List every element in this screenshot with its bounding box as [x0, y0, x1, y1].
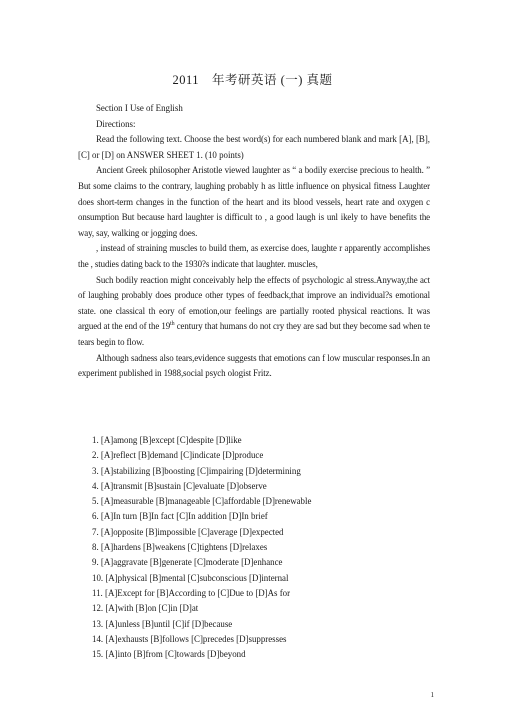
option-row-13: 13. [A]unless [B]until [C]if [D]because: [92, 618, 233, 629]
option-row-3: 3. [A]stabilizing [B]boosting [C]impairing [D]determining: [92, 465, 301, 476]
directions-text: Read the following text. Choose the best word(s) for each numbered blank and mark [A], [B], [C] or [D] on ANSWER SHEET 1. (10 points): [78, 134, 430, 160]
passage: [78, 101, 430, 382]
paragraph-1: Ancient Greek philosopher Aristotle viewed laughter as “ a bodily exercise precious to health. ” But some claims to the contrary, laughing probably h as little influence on physical fitness Laughter does short-term changes in the function of the heart and its blood vessels, heart rate and oxygen c onsumption But because hard laughter is difficult to , a good laugh is unl ikely to have benefits the way, say, walking or jogging does.: [78, 165, 430, 238]
page-title: 2011 年考研英语 (一) 真题: [172, 73, 333, 87]
superscript-th: th: [170, 321, 175, 328]
option-row-11: 11. [A]Except for [B]According to [C]Due to [D]As for: [92, 587, 291, 598]
option-row-7: 7. [A]opposite [B]impossible [C]average [D]expected: [92, 526, 284, 537]
directions-label: Directions:: [96, 118, 136, 129]
option-row-9: 9. [A]aggravate [B]generate [C]moderate [D]enhance: [92, 557, 283, 568]
page-number: 1: [430, 691, 434, 699]
section-heading: Section I Use of English: [96, 103, 183, 113]
paragraph-3-text: Such bodily reaction might conceivably help the effects of psychologic al stress.Anyway,the act of laughing probably does produce other types of feedback,that improve an individual?s emotional state. one classical th eory of emotion,our feelings are partially rooted physical reactions. It was argued at the end of the 19: [78, 274, 430, 332]
option-row-12: 12. [A]with [B]on [C]in [D]at: [92, 603, 199, 614]
option-row-6: 6. [A]In turn [B]In fact [C]In addition [D]In brief: [92, 511, 268, 522]
option-row-15: 15. [A]into [B]from [C]towards [D]beyond: [92, 649, 246, 660]
option-row-10: 10. [A]physical [B]mental [C]subconscious [D]internal: [92, 572, 289, 583]
option-row-2: 2. [A]reflect [B]demand [C]indicate [D]produce: [92, 450, 264, 461]
option-row-8: 8. [A]hardens [B]weakens [C]tightens [D]relaxes: [92, 542, 268, 553]
option-row-4: 4. [A]transmit [B]sustain [C]evaluate [D]observe: [92, 480, 267, 491]
paragraph-3: [78, 273, 430, 351]
paragraph-4: Although sadness also tears,evidence suggests that emotions can f low muscular responses.In an experiment published in 1988,social psych ologist Fritz.: [78, 352, 430, 379]
option-row-1: 1. [A]among [B]except [C]despite [D]like: [92, 435, 242, 445]
answer-options: [92, 433, 432, 662]
paragraph-2: , instead of straining muscles to build them, as exercise does, laughte r apparently accomplishes the , studies dating back to the 1930?s indicate that laughter. muscles,: [78, 243, 430, 269]
option-row-5: 5. [A]measurable [B]manageable [C]affordable [D]renewable: [92, 496, 312, 507]
option-row-14: 14. [A]exhausts [B]follows [C]precedes [D]suppresses: [92, 633, 287, 644]
paragraph-3-continued: century that humans do not cry they are sad but they become sad when te tears begin to flow.: [78, 321, 430, 347]
